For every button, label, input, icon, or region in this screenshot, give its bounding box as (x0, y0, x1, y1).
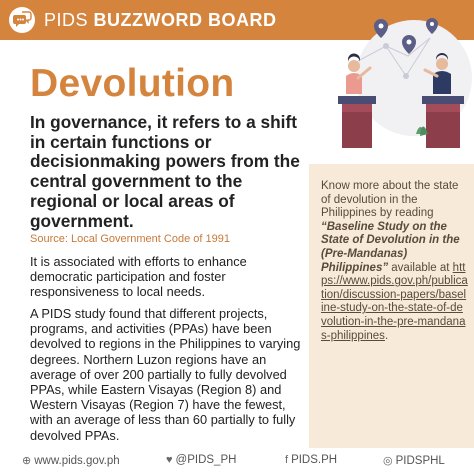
source-citation: Source: Local Government Code of 1991 (30, 233, 230, 245)
paragraph-participation: It is associated with efforts to enhance democratic participation and foster responsiveness to local needs. (30, 254, 247, 300)
website-label: www.pids.gov.ph (34, 455, 120, 467)
paragraph-study: A PIDS study found that different projects, programs, and activities (PPAs) have been devolved to regions in the Philippines to varying degrees. Northern Luzon regions have an average of over 200 partially to fully devolved PPAs, while Eastern Visayas (Region 8) and Western Visayas (Region 7) have the fewest, with an average of less than 60 partially to fully devolved PPAs. (30, 306, 301, 443)
chat-bubbles-icon (9, 7, 35, 33)
footer-bar (0, 448, 474, 474)
debate-illustration (318, 16, 474, 170)
board-title (44, 10, 277, 31)
footer-website[interactable] (22, 454, 120, 467)
twitter-icon: ♥ (166, 454, 173, 466)
study-link[interactable]: https://www.pids.gov.ph/publication/discussion-papers/baseline-study-on-the-state-of-devolution-in-the-pre-mandanas-philippines (321, 261, 468, 342)
board-title-regular: PIDS (44, 10, 94, 30)
facebook-icon: f (285, 454, 289, 466)
board-title-bold: BUZZWORD BOARD (93, 10, 277, 30)
facebook-label: PIDS.PH (291, 454, 338, 466)
sidebar-intro: Know more about the state of devolution in the Philippines by reading (321, 180, 459, 220)
definition-text: In governance, it refers to a shift in certain functions or decisionmaking powers from the central government to the regional or local areas of government. (30, 112, 300, 231)
footer-facebook[interactable] (285, 454, 337, 466)
footer-instagram[interactable] (383, 454, 445, 467)
sidebar-text (321, 180, 468, 343)
study-title: “Baseline Study on the State of Devolution in the (Pre-Mandanas) Philippines” (321, 220, 460, 274)
sidebar-link-end: . (384, 329, 389, 342)
globe-icon: ⊕ (22, 455, 32, 467)
sidebar-available: available at (388, 261, 453, 274)
instagram-label: PIDSPHL (395, 455, 445, 467)
page-title: Devolution (30, 62, 235, 105)
footer-twitter[interactable] (166, 454, 236, 466)
twitter-label: @PIDS_PH (175, 454, 237, 466)
instagram-icon: ◎ (383, 455, 393, 467)
